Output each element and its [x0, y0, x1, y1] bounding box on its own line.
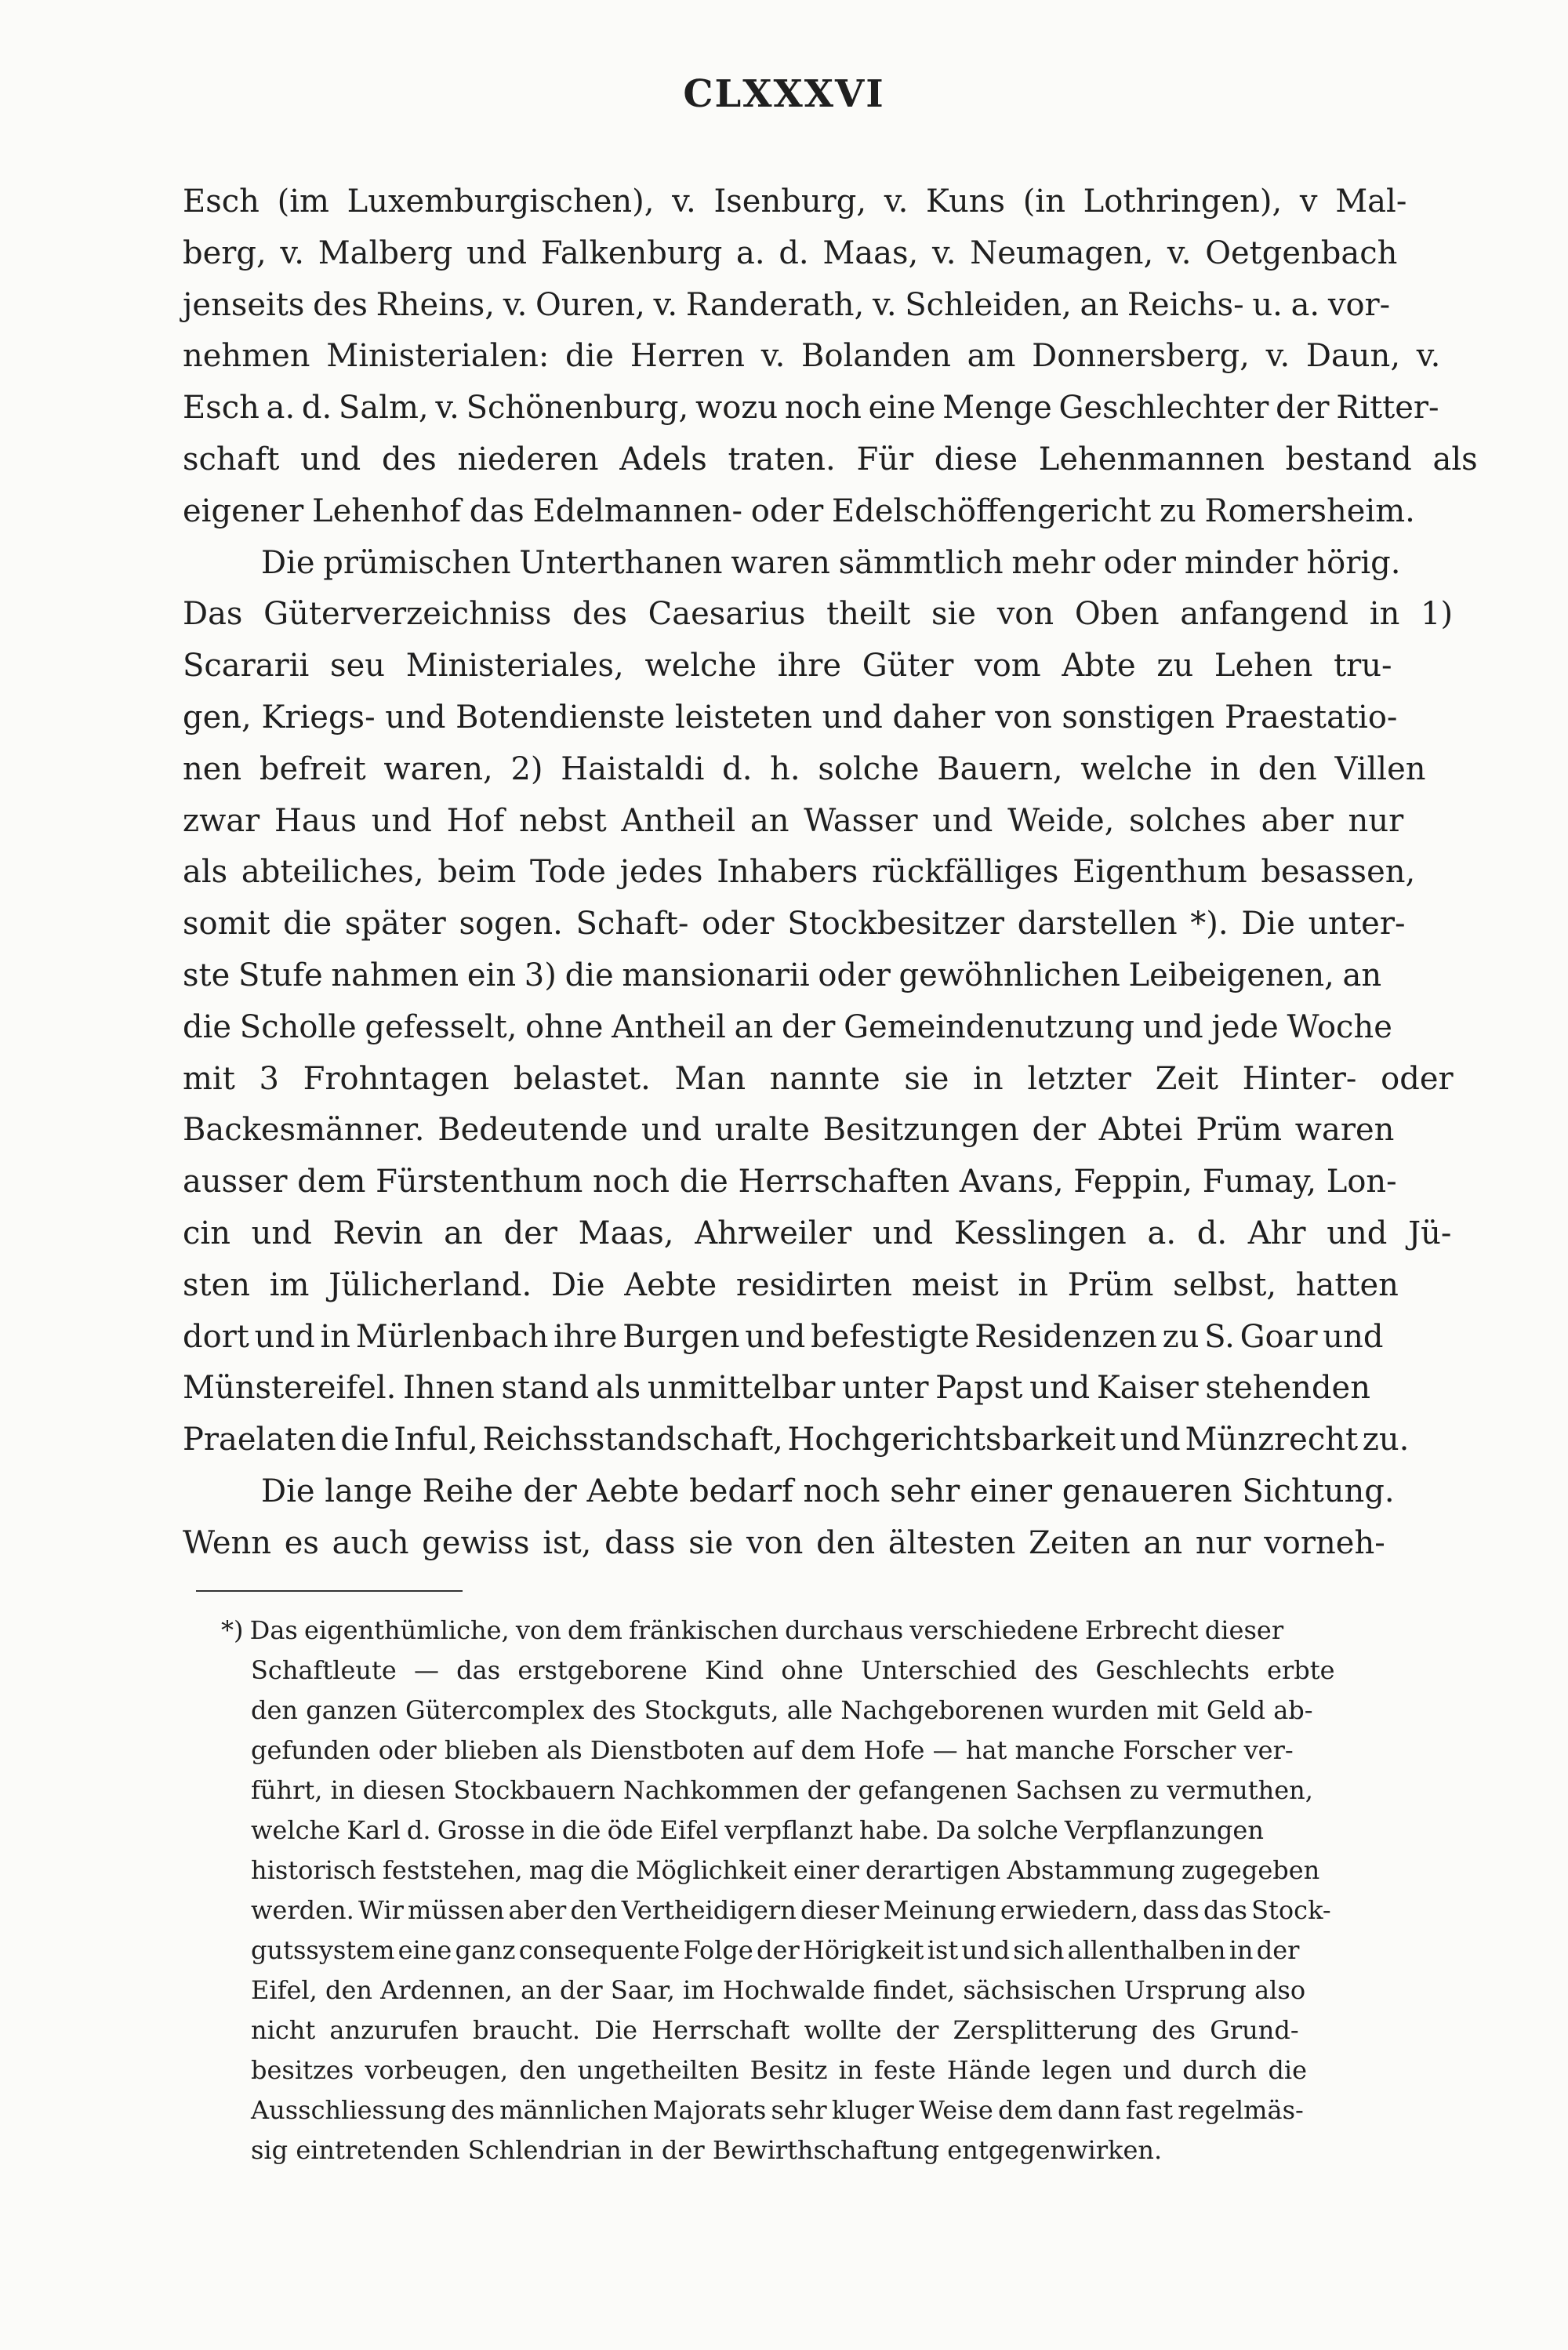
footnote-line: werden. Wir müssen aber den Vertheidigern dieser Meinung erwiedern, dass das Stock-	[251, 1895, 1331, 1925]
footnote-line: gutssystem eine ganz consequente Folge der Hörigkeit ist und sich allenthalben in der	[251, 1935, 1300, 1965]
text-line: Praelaten die Inful, Reichsstandschaft, Hochgerichtsbarkeit und Münzrecht zu.	[183, 1422, 1410, 1458]
text-line: ausser dem Fürstenthum noch die Herrschaften Avans, Feppin, Fumay, Lon-	[183, 1164, 1397, 1200]
text-line: nehmen Ministerialen: die Herren v. Bolanden am Donnersberg, v. Daun, v.	[183, 338, 1441, 375]
text-line: Esch (im Luxemburgischen), v. Isenburg, v. Kuns (in Lothringen), v Mal-	[183, 183, 1407, 220]
text-line: somit die später sogen. Schaft- oder Stockbesitzer darstellen *). Die unter-	[183, 906, 1406, 943]
text-line: die Scholle gefesselt, ohne Antheil an der Gemeindenutzung und jede Woche	[183, 1008, 1392, 1045]
text-line: eigener Lehenhof das Edelmannen- oder Edelschöffengericht zu Romersheim.	[183, 492, 1415, 529]
footnote-line: historisch feststehen, mag die Möglichkeit einer derartigen Abstammung zugegeben	[251, 1855, 1320, 1885]
footnote-line: welche Karl d. Grosse in die öde Eifel verpflanzt habe. Da solche Verpflanzungen	[251, 1815, 1264, 1845]
footnote-line: führt, in diesen Stockbauern Nachkommen der gefangenen Sachsen zu vermuthen,	[251, 1775, 1313, 1805]
footnote-line: den ganzen Gütercomplex des Stockguts, alle Nachgeborenen wurden mit Geld ab-	[251, 1695, 1313, 1725]
footnote-line: Ausschliessung des männlichen Majorats sehr kluger Weise dem dann fast regelmäs-	[251, 2095, 1304, 2125]
text-line: jenseits des Rheins, v. Ouren, v. Randerath, v. Schleiden, an Reichs- u. a. vor-	[183, 286, 1391, 323]
text-line: als abteiliches, beim Tode jedes Inhabers rückfälliges Eigenthum besassen,	[183, 854, 1416, 891]
text-line: Backesmänner. Bedeutende und uralte Besitzungen der Abtei Prüm waren	[183, 1112, 1395, 1149]
footnote-line: besitzes vorbeugen, den ungetheilten Besitz in feste Hände legen und durch die	[251, 2055, 1308, 2085]
text-line: gen, Kriegs- und Botendienste leisteten und daher von sonstigen Praestatio-	[183, 699, 1398, 736]
text-line: Esch a. d. Salm, v. Schönenburg, wozu noch eine Menge Geschlechter der Ritter-	[183, 390, 1439, 427]
text-line: Wenn es auch gewiss ist, dass sie von den ältesten Zeiten an nur vorneh-	[183, 1524, 1385, 1561]
text-line: cin und Revin an der Maas, Ahrweiler und Kesslingen a. d. Ahr und Jü-	[183, 1215, 1452, 1251]
footnote-line: Schaftleute — das erstgeborene Kind ohne Unterschied des Geschlechts erbte	[251, 1655, 1335, 1685]
footnote-line: sig eintretenden Schlendrian in der Bewirthschaftung entgegenwirken.	[251, 2135, 1163, 2165]
footnote-line: gefunden oder blieben als Dienstboten auf dem Hofe — hat manche Forscher ver-	[251, 1735, 1294, 1765]
text-line: mit 3 Frohntagen belastet. Man nannte sie in letzter Zeit Hinter- oder	[183, 1060, 1454, 1097]
footnote-divider	[196, 1590, 463, 1592]
text-line: Münstereifel. Ihnen stand als unmittelbar unter Papst und Kaiser stehenden	[183, 1370, 1370, 1407]
text-line: zwar Haus und Hof nebst Antheil an Wasser und Weide, solches aber nur	[183, 802, 1404, 839]
text-line: dort und in Mürlenbach ihre Burgen und befestigte Residenzen zu S. Goar und	[183, 1318, 1384, 1355]
page-number-header: CLXXXVI	[683, 72, 885, 116]
text-line: Scararii seu Ministeriales, welche ihre Güter vom Abte zu Lehen tru-	[183, 648, 1392, 685]
footnote	[221, 1611, 1335, 2170]
text-line: Die lange Reihe der Aebte bedarf noch sehr einer genaueren Sichtung.	[261, 1473, 1395, 1509]
footnote-line: Eifel, den Ardennen, an der Saar, im Hochwalde findet, sächsischen Ursprung also	[251, 1975, 1306, 2005]
text-line: Das Güterverzeichniss des Caesarius theilt sie von Oben anfangend in 1)	[183, 596, 1454, 633]
text-line: nen befreit waren, 2) Haistaldi d. h. solche Bauern, welche in den Villen	[183, 750, 1426, 787]
footnote-line: nicht anzurufen braucht. Die Herrschaft wollte der Zersplitterung des Grund-	[251, 2015, 1299, 2045]
text-line: ste Stufe nahmen ein 3) die mansionarii oder gewöhnlichen Leibeigenen, an	[183, 957, 1382, 993]
text-line: Die prümischen Unterthanen waren sämmtlich mehr oder minder hörig.	[261, 544, 1401, 581]
text-line: schaft und des niederen Adels traten. Für diese Lehenmannen bestand als	[183, 441, 1478, 478]
text-line: sten im Jülicherland. Die Aebte residirten meist in Prüm selbst, hatten	[183, 1266, 1399, 1303]
text-line: berg, v. Malberg und Falkenburg a. d. Maas, v. Neumagen, v. Oetgenbach	[183, 234, 1398, 271]
main-text	[183, 176, 1478, 1570]
footnote-line: *) Das eigenthümliche, von dem fränkischen durchaus verschiedene Erbrecht dieser	[221, 1615, 1284, 1645]
